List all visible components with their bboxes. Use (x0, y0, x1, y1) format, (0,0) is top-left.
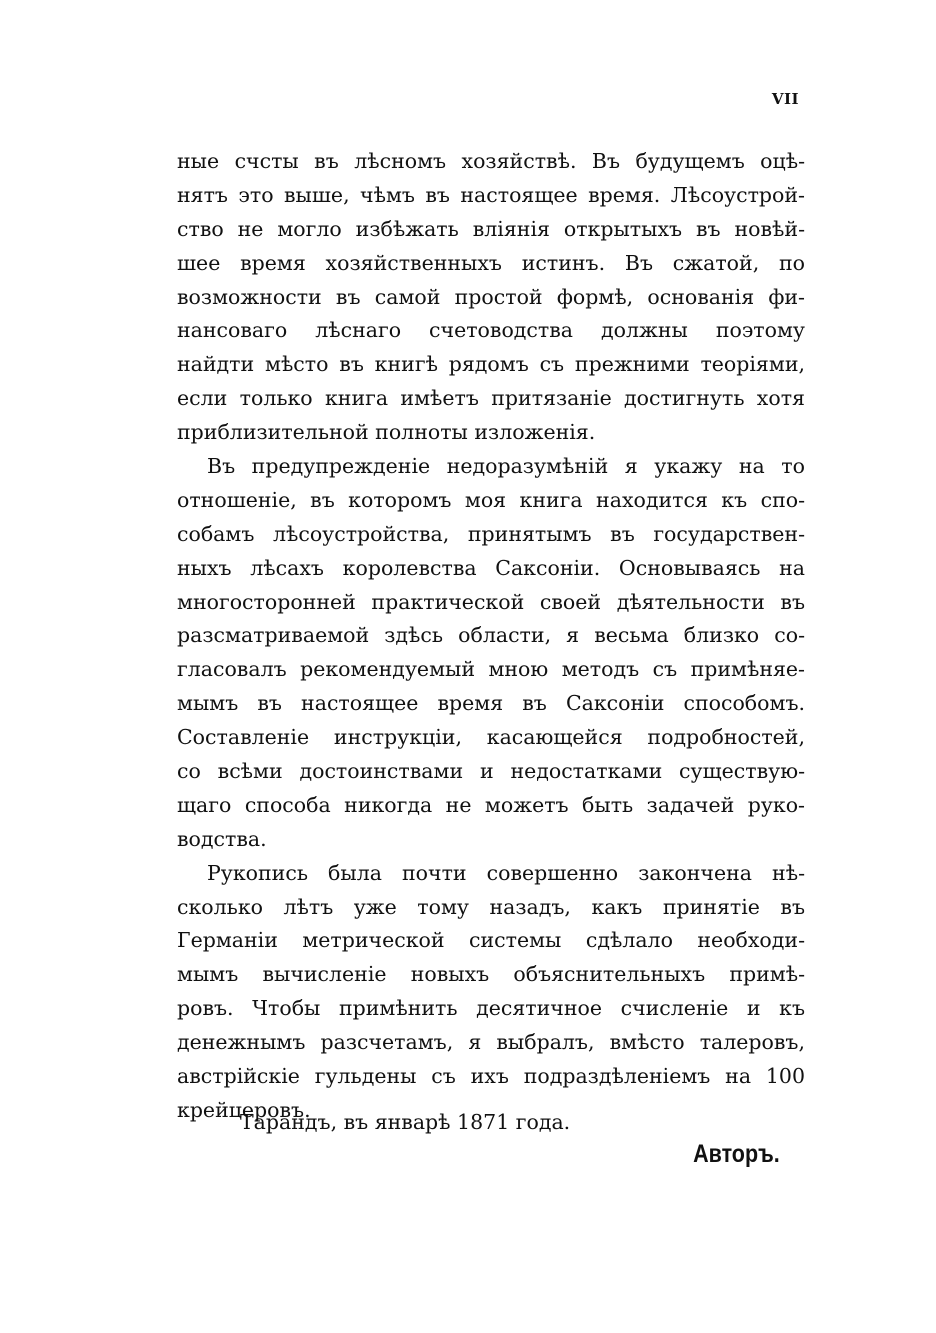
text-line: приблизительной полноты изложенія. (177, 420, 596, 445)
text-line: австрійскіе гульдены съ ихъ подраздѣленіемъ на 100 (177, 1064, 805, 1089)
paragraph (177, 450, 805, 857)
text-line: Германіи метрической системы сдѣлало необходи- (177, 928, 805, 953)
text-line: денежнымъ разсчетамъ, я выбралъ, вмѣсто талеровъ, (177, 1030, 805, 1055)
author-signature: Авторъ. (693, 1140, 780, 1168)
text-line: нятъ это выше, чѣмъ въ настоящее время. Лѣсоустрой- (177, 182, 805, 207)
text-line: разсматриваемой здѣсь области, я весьма близко со- (177, 623, 805, 648)
page-number: VII (771, 90, 799, 108)
text-line: со всѣми достоинствами и недостатками существую- (177, 759, 805, 784)
text-line: отношеніе, въ которомъ моя книга находится къ спо- (177, 487, 805, 512)
text-line: крейцеровъ. (177, 1097, 311, 1122)
dateline: Тарандъ, въ январѣ 1871 года. (240, 1110, 571, 1134)
text-line: если только книга имѣетъ притязаніе достигнуть хотя (177, 386, 805, 411)
text-line: нансоваго лѣснаго счетоводства должны поэтому (177, 318, 805, 343)
text-line: мымъ въ настоящее время въ Саксоніи способомъ. (177, 691, 805, 716)
text-line: Рукопись была почти совершенно закончена нѣ- (207, 860, 805, 885)
text-line: ство не могло избѣжать вліянія открытыхъ въ новѣй- (177, 216, 805, 241)
paragraph (177, 857, 805, 1128)
text-line: шее время хозяйственныхъ истинъ. Въ сжатой, по (177, 250, 805, 275)
text-line: Составленіе инструкціи, касающейся подробностей, (177, 725, 805, 750)
text-line: сколько лѣтъ уже тому назадъ, какъ принятіе въ (177, 894, 805, 919)
text-line: ровъ. Чтобы примѣнить десятичное счисленіе и къ (177, 996, 805, 1021)
paragraph (177, 145, 805, 450)
text-line: собамъ лѣсоустройства, принятымъ въ государствен- (177, 521, 805, 546)
text-line: водства. (177, 826, 267, 851)
text-line: многосторонней практической своей дѣятельности въ (177, 589, 805, 614)
text-line: ныхъ лѣсахъ королевства Саксоніи. Основываясь на (177, 555, 805, 580)
text-line: мымъ вычисленіе новыхъ объяснительныхъ примѣ- (177, 962, 805, 987)
text-line: ные счсты въ лѣсномъ хозяйствѣ. Въ будущемъ оцѣ- (177, 149, 805, 173)
text-line: щаго способа никогда не можетъ быть задачей руко- (177, 792, 805, 817)
text-line: найдти мѣсто въ книгѣ рядомъ съ прежними теоріями, (177, 352, 805, 377)
body-text (177, 145, 805, 1128)
text-line: гласовалъ рекомендуемый мною методъ съ примѣняе- (177, 657, 805, 682)
text-line: возможности въ самой простой формѣ, основанія фи- (177, 284, 805, 309)
text-line: Въ предупрежденіе недоразумѣній я укажу на то (207, 454, 805, 479)
